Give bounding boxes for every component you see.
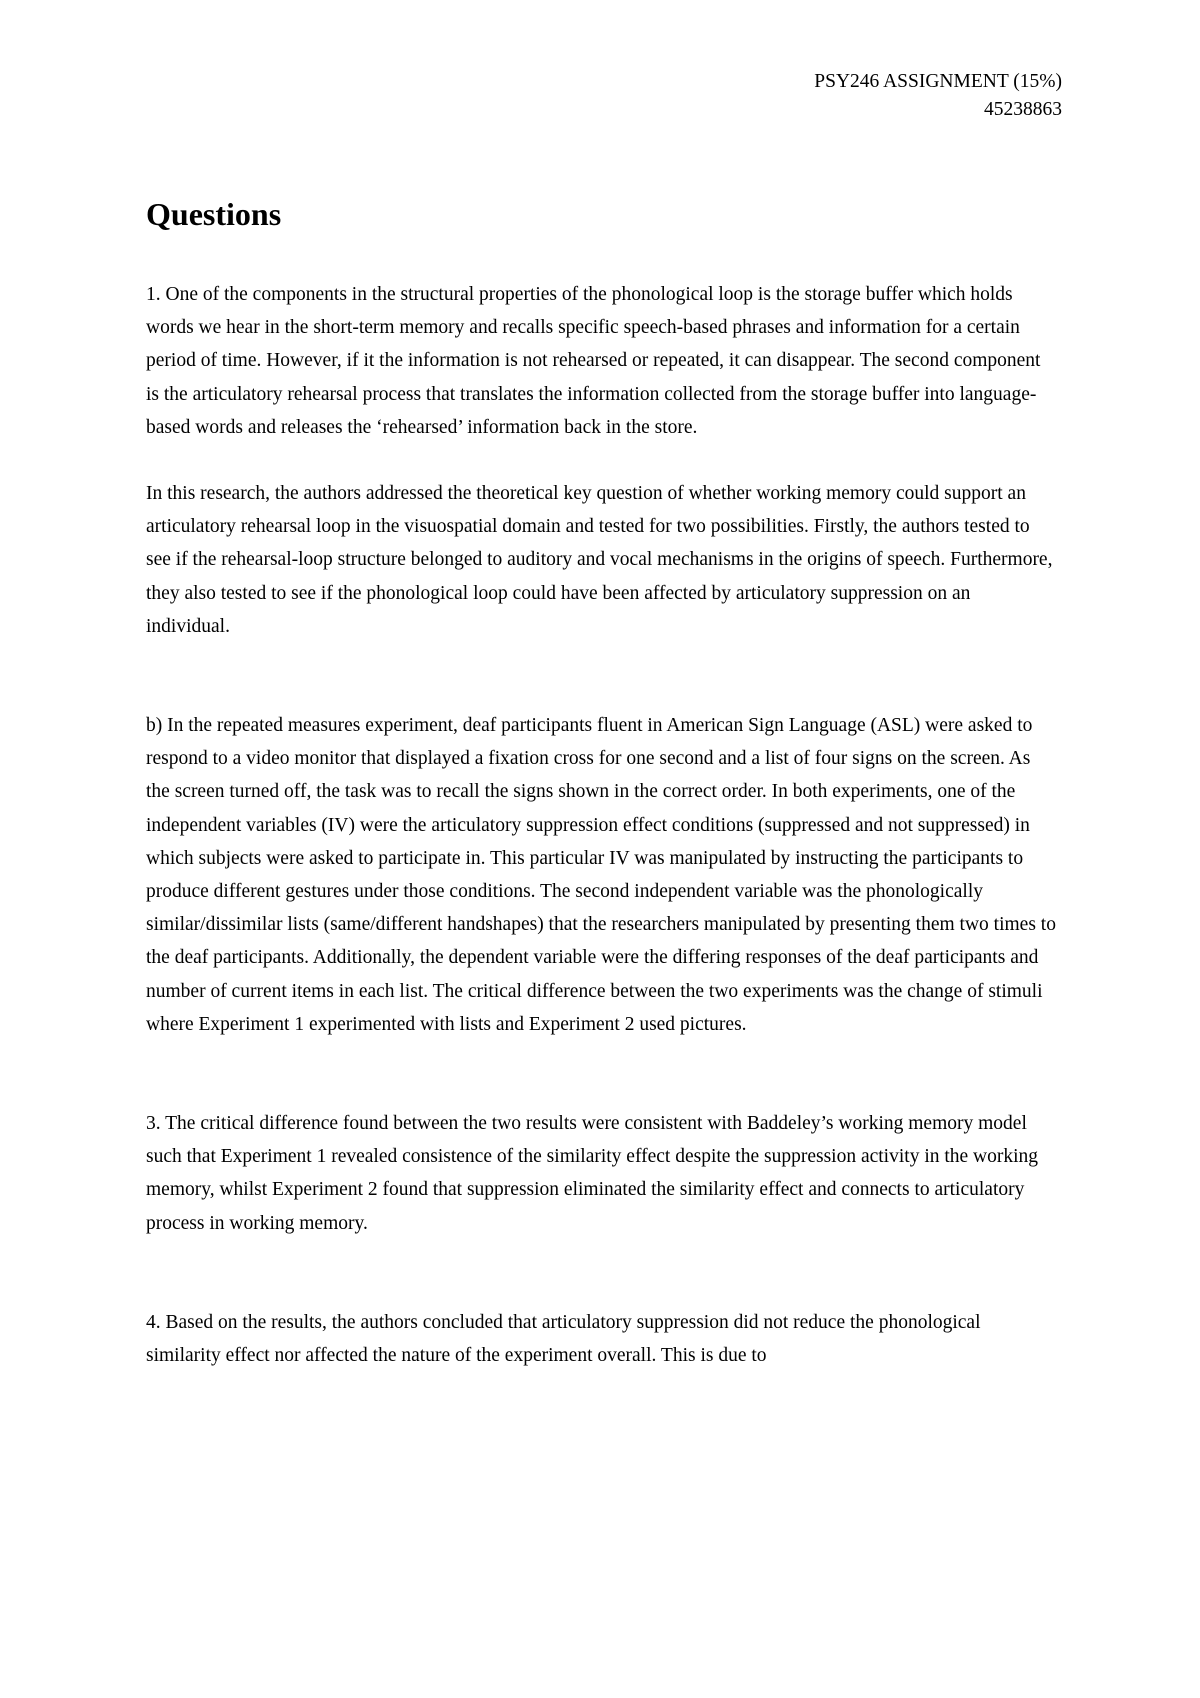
paragraph-question-1: 1. One of the components in the structural properties of the phonological loop is the storage buffer which holds words we hear in the short-term memory and recalls specific speech-based phrases and information for a certain period of time. However, if it the information is not rehearsed or repeated, it can disappear. The second component is the articulatory rehearsal process that translates the information collected from the storage buffer into language-based words and releases the ‘rehearsed’ information back in the store. [146, 284, 1041, 438]
paragraph-question-3: 3. The critical difference found between the two results were consistent with Baddeley’s working memory model such that Experiment 1 revealed consistence of the similarity effect despite the suppression activity in the working memory, whilst Experiment 2 found that suppression eliminated the similarity effect and connects to articulatory process in working memory. [146, 1113, 1039, 1234]
document-body [146, 278, 1058, 1372]
page-title: Questions [146, 196, 282, 232]
course-assignment-line: PSY246 ASSIGNMENT (15%) [814, 71, 1062, 92]
page-header [814, 68, 1062, 124]
paragraph-question-4: 4. Based on the results, the authors concluded that articulatory suppression did not reduce the phonological similarity effect nor affected the nature of the experiment overall. This is due to [146, 1311, 981, 1367]
paragraph-question-1-continued: In this research, the authors addressed the theoretical key question of whether working memory could support an articulatory rehearsal loop in the visuospatial domain and tested for two possibilities. Firstly, the authors tested to see if the rehearsal-loop structure belonged to auditory and vocal mechanisms in the origins of speech. Furthermore, they also tested to see if the phonological loop could have been affected by articulatory suppression on an individual. [146, 483, 1053, 637]
paragraph-question-2b: b) In the repeated measures experiment, deaf participants fluent in American Sign Language (ASL) were asked to respond to a video monitor that displayed a fixation cross for one second and a list of four signs on the screen. As the screen turned off, the task was to recall the signs shown in the correct order. In both experiments, one of the independent variables (IV) were the articulatory suppression effect conditions (suppressed and not suppressed) in which subjects were asked to participate in. This particular IV was manipulated by instructing the participants to produce different gestures under those conditions. The second independent variable was the phonologically similar/dissimilar lists (same/different handshapes) that the researchers manipulated by presenting them two times to the deaf participants. Additionally, the dependent variable were the differing responses of the deaf participants and number of current items in each list. The critical difference between the two experiments was the change of stimuli where Experiment 1 experimented with lists and Experiment 2 used pictures. [146, 715, 1056, 1035]
student-id: 45238863 [984, 99, 1062, 120]
